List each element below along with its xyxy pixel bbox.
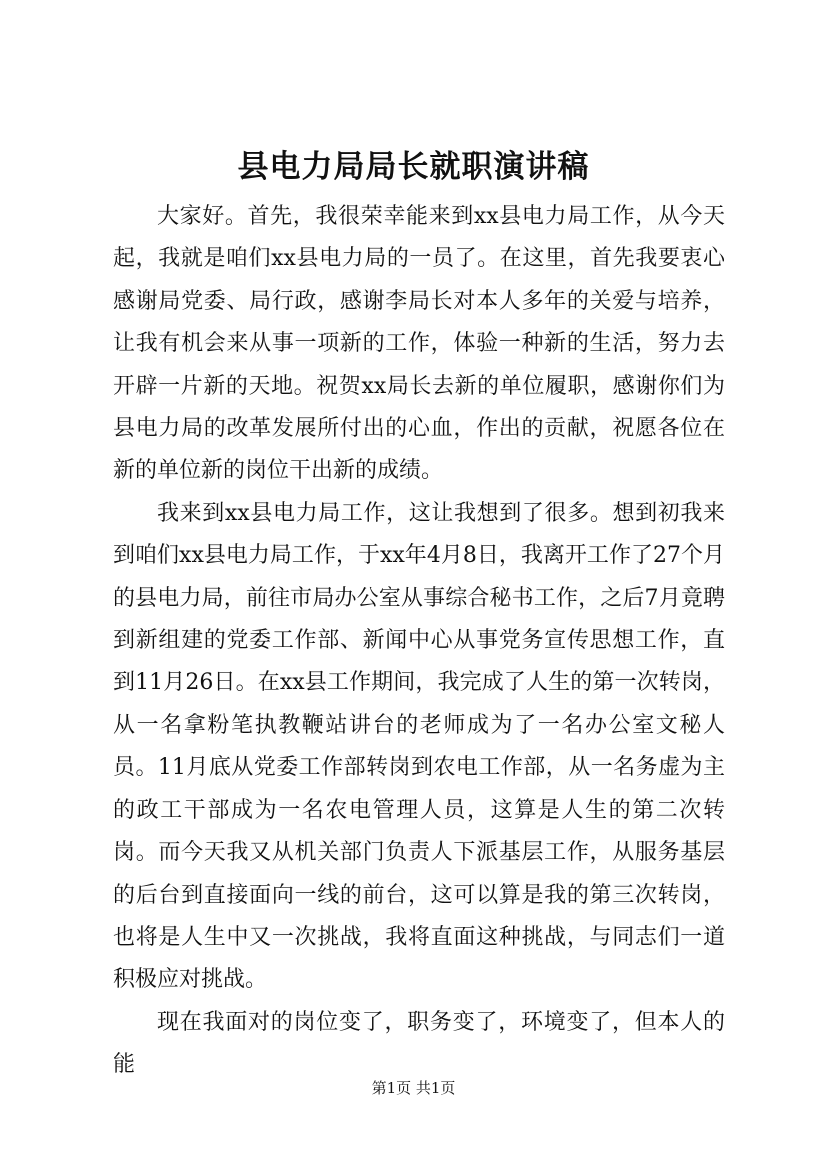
paragraph-2: 我来到xx县电力局工作，这让我想到了很多。想到初我来到咱们xx县电力局工作，于xx年4月8日，我离开工作了27个月的县电力局，前往市局办公室从事综合秘书工作，之后7月竟聘到新组建的党委工作部、新闻中心从事党务宣传思想工作，直到11月26日。在xx县工作期间，我完成了人生的第一次转岗，从一名拿粉笔执教鞭站讲台的老师成为了一名办公室文秘人员。11月底从党委工作部转岗到农电工作部，从一名务虚为主的政工干部成为一名农电管理人员，这算是人生的第二次转岗。而今天我又从机关部门负责人下派基层工作，从服务基层的后台到直接面向一线的前台，这可以算是我的第三次转岗，也将是人生中又一次挑战，我将直面这种挑战，与同志们一道积极应对挑战。: [113, 500, 725, 993]
document-body: [113, 196, 725, 1087]
page-footer: 第1页 共1页: [371, 1079, 456, 1097]
paragraph-1: 大家好。首先，我很荣幸能来到xx县电力局工作，从今天起，我就是咱们xx县电力局的一员了。在这里，首先我要衷心感谢局党委、局行政，感谢李局长对本人多年的关爱与培养，让我有机会来从事一项新的工作，体验一种新的生活，努力去开辟一片新的天地。祝贺xx局长去新的单位履职，感谢你们为县电力局的改革发展所付出的心血，作出的贡献，祝愿各位在新的单位新的岗位干出新的成绩。: [113, 204, 725, 484]
paragraph-3: 现在我面对的岗位变了，职务变了，环境变了，但本人的能: [113, 1009, 725, 1078]
document-title: 县电力局局长就职演讲稿: [237, 149, 590, 185]
